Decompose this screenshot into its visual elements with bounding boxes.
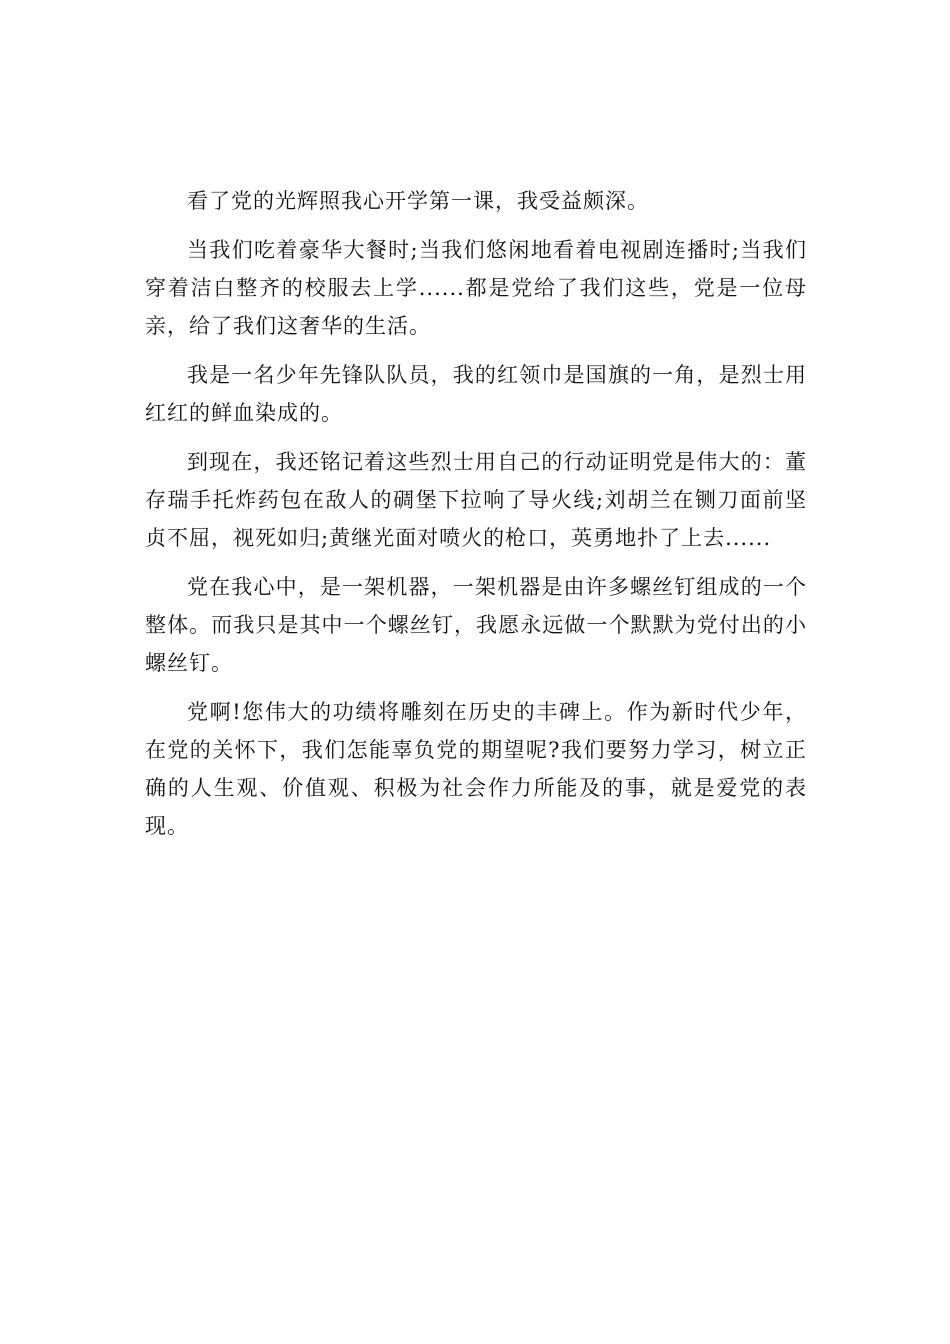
paragraph-4: 到现在，我还铭记着这些烈士用自己的行动证明党是伟大的：董存瑞手托炸药包在敌人的碉堡下拉响了导火线;刘胡兰在铡刀面前坚贞不屈，视死如归;黄继光面对喷火的枪口，英勇地扑了上去......: [145, 450, 807, 550]
paragraph-3: 我是一名少年先锋队队员，我的红领巾是国旗的一角，是烈士用红红的鲜血染成的。: [145, 363, 807, 425]
paragraph-5: 党在我心中，是一架机器，一架机器是由许多螺丝钉组成的一个整体。而我只是其中一个螺丝钉，我愿永远做一个默默为党付出的小螺丝钉。: [145, 575, 807, 675]
paragraph-6: 党啊!您伟大的功绩将雕刻在历史的丰碑上。作为新时代少年，在党的关怀下，我们怎能辜负党的期望呢?我们要努力学习，树立正确的人生观、价值观、积极为社会作力所能及的事，就是爱党的表现。: [145, 700, 807, 838]
paragraph-1: 看了党的光辉照我心开学第一课，我受益颇深。: [187, 189, 649, 213]
document-page: [145, 182, 807, 856]
paragraph-2: 当我们吃着豪华大餐时;当我们悠闲地看着电视剧连播时;当我们穿着洁白整齐的校服去上学......都是党给了我们这些，党是一位母亲，给了我们这奢华的生活。: [145, 238, 807, 338]
